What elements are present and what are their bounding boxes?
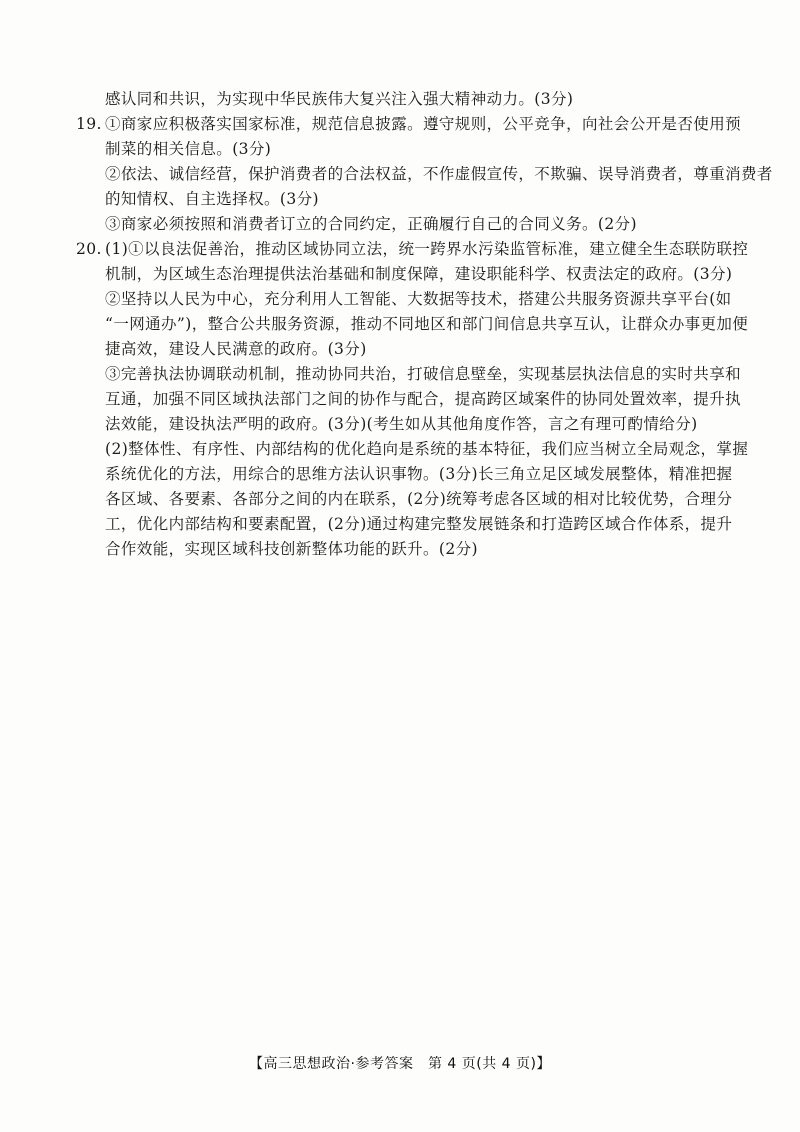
- text-line: ②依法、诚信经营，保护消费者的合法权益，不作虚假宣传，不欺骗、误导消费者，尊重消费者: [105, 165, 773, 183]
- text-line: 合作效能，实现区域科技创新整体功能的跃升。(2分): [105, 540, 478, 558]
- text-line: (2)整体性、有序性、内部结构的优化趋向是系统的基本特征，我们应当树立全局观念，掌握: [105, 440, 749, 458]
- text-line: ③商家必须按照和消费者订立的合同约定，正确履行自己的合同义务。(2分): [105, 215, 637, 233]
- text-line: 感认同和共识，为实现中华民族伟大复兴注入强大精神动力。(3分): [105, 90, 574, 108]
- text-line: “一网通办”)，整合公共服务资源，推动不同地区和部门间信息共享互认，让群众办事更加便: [105, 315, 749, 333]
- text-line: 制菜的相关信息。(3分): [105, 140, 272, 158]
- answer-content: [76, 88, 773, 563]
- question-number: 20.: [76, 240, 102, 258]
- text-line: 机制，为区域生态治理提供法治基础和制度保障，建设职能科学、权责法定的政府。(3分): [105, 265, 733, 283]
- text-line: ②坚持以人民为中心，充分利用人工智能、大数据等技术，搭建公共服务资源共享平台(如: [105, 290, 732, 308]
- question-19-line: 19. ①商家应积极落实国家标准，规范信息披露。遵守规则，公平竞争，向社会公开是否使用预: [76, 113, 766, 138]
- text-line: 各区域、各要素、各部分之间的内在联系，(2分)统筹考虑各区域的相对比较优势，合理分: [105, 490, 733, 508]
- text-line: 的知情权、自主选择权。(3分): [105, 190, 319, 208]
- page-footer: 【高三思想政治·参考答案 第 4 页(共 4 页)】: [249, 1056, 551, 1072]
- text-line: 法效能，建设执法严明的政府。(3分)(考生如从其他角度作答，言之有理可酌情给分): [105, 415, 698, 433]
- question-number: 19.: [76, 115, 102, 133]
- text-line: 工，优化内部结构和要素配置，(2分)通过构建完整发展链条和打造跨区域合作体系，提升: [105, 515, 733, 533]
- text-line: 系统优化的方法，用综合的思维方法认识事物。(3分)长三角立足区域发展整体，精准把握: [105, 465, 733, 483]
- text-line: 互通，加强不同区域执法部门之间的协作与配合，提高跨区域案件的协同处置效率，提升执: [105, 390, 742, 408]
- text-line: ③完善执法协调联动机制，推动协同共治，打破信息壁垒，实现基层执法信息的实时共享和: [105, 365, 742, 383]
- question-20-line: 20. (1)①以良法促善治，推动区域协同立法，统一跨界水污染监管标准，建立健全生态联防联控: [76, 238, 766, 263]
- text-line: 捷高效，建设人民满意的政府。(3分): [105, 340, 367, 358]
